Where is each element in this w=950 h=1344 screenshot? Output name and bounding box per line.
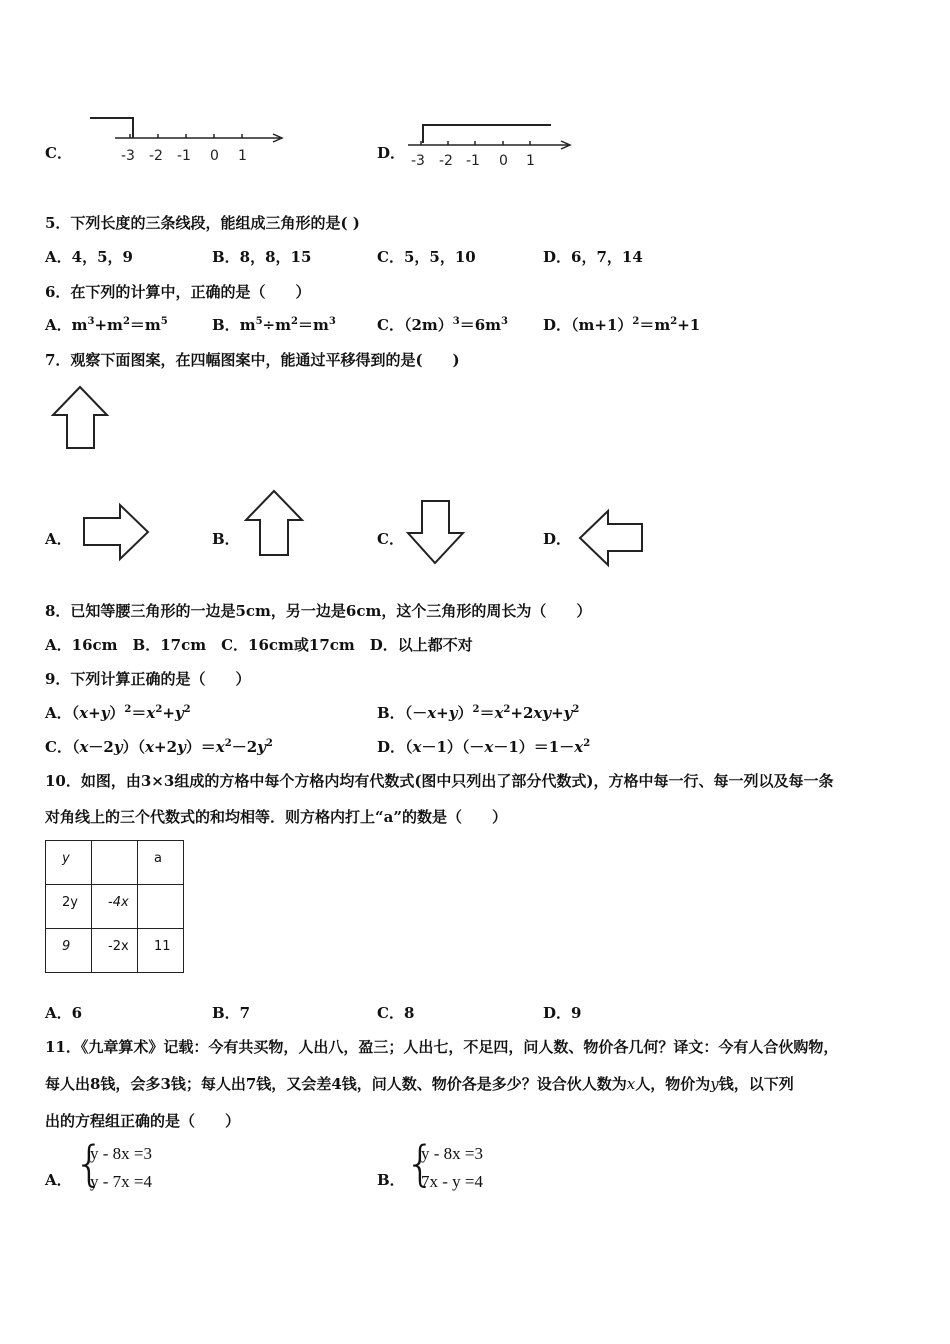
number-line-c [85, 110, 295, 170]
q10-option-c: C．8 [377, 1004, 415, 1022]
grid-cell: y [46, 841, 92, 885]
q11-stem-line1: 11．《九章算术》记载：今有共买物，人出八，盈三；人出七，不足四，问人数、物价各几何？译文：今有人合伙购物， [45, 1038, 839, 1056]
tick-label: -1 [177, 148, 191, 164]
q11-option-b-label: B． [377, 1171, 405, 1189]
brace-icon: { [74, 1136, 105, 1192]
tick-label: -3 [121, 148, 135, 164]
q11-a-eq1: y - 8x =3 [90, 1144, 152, 1163]
up-arrow-option-b [244, 488, 306, 560]
tick-label: -2 [149, 148, 163, 164]
q6-option-a: A．$m^3+m^2=m^5$ [45, 316, 168, 334]
up-arrow-figure [50, 385, 112, 451]
right-arrow-option-a [80, 502, 152, 562]
brace-icon: { [405, 1136, 436, 1192]
q10-option-d: D．9 [543, 1004, 582, 1022]
q7-option-c-label: C． [377, 530, 404, 548]
tick-label: -2 [439, 153, 453, 169]
q7-stem: 7．观察下面图案，在四幅图案中，能通过平移得到的是( ) [45, 351, 460, 369]
number-line-d [403, 115, 583, 175]
q5-option-c: C．5，5，10 [377, 248, 476, 266]
q9-option-d: D．$(x-1)(-x-1)=1-x^2$ [377, 738, 591, 756]
q8-stem: 8．已知等腰三角形的一边是5cm，另一边是6cm，这个三角形的周长为（ ） [45, 602, 592, 620]
q7-option-b-label: B． [212, 530, 240, 548]
q9-option-c: C．$(x-2y)(x+2y)=x^2-2y^2$ [45, 738, 273, 756]
q6-stem: 6．在下列的计算中，正确的是（ ） [45, 283, 311, 301]
q5-option-a: A．4，5，9 [45, 248, 133, 266]
magic-square-grid [45, 840, 184, 973]
tick-label: -3 [411, 153, 425, 169]
q5-option-d: D．6，7，14 [543, 248, 643, 266]
tick-label: 1 [526, 153, 535, 169]
grid-cell: 9 [46, 929, 92, 973]
down-arrow-option-c [405, 498, 467, 568]
q11-b-eq1: y - 8x =3 [421, 1144, 483, 1163]
q10-stem-line2: 对角线上的三个代数式的和均相等．则方格内打上“a”的数是（ ） [45, 808, 507, 826]
grid-cell [138, 885, 184, 929]
tick-label: 0 [210, 148, 219, 164]
q11-stem-line2: 每人出8钱，会多3钱；每人出7钱，又会差4钱，问人数、物价各是多少？设合伙人数为x人，物价为y钱，以下列 [45, 1075, 794, 1093]
q11-a-eq2: y - 7x =4 [90, 1172, 152, 1191]
grid-cell: -2x [92, 929, 138, 973]
grid-cell [92, 841, 138, 885]
q6-option-c: C．$(2m)^3=6m^3$ [377, 316, 509, 334]
q7-option-d-label: D． [543, 530, 572, 548]
q4-option-c-label: C． [45, 144, 72, 162]
q4-option-d-label: D． [377, 144, 406, 162]
grid-cell: 11 [138, 929, 184, 973]
q5-stem: 5．下列长度的三条线段，能组成三角形的是( ) [45, 214, 360, 232]
q6-option-d: D．$(m+1)^2=m^2+1$ [543, 316, 701, 334]
q9-option-a: A．$(x+y)^2=x^2+y^2$ [45, 704, 191, 722]
grid-cell: 2y [46, 885, 92, 929]
q11-option-a-label: A． [45, 1171, 72, 1189]
q11-stem-line3: 出的方程组正确的是（ ） [45, 1112, 241, 1130]
q10-option-a: A．6 [45, 1004, 83, 1022]
q10-stem-line1: 10．如图，由3×3组成的方格中每个方格内均有代数式(图中只列出了部分代数式)，方格中每一行、每一列以及每一条 [45, 772, 834, 790]
q5-option-b: B．8，8，15 [212, 248, 312, 266]
q9-stem: 9．下列计算正确的是（ ） [45, 670, 251, 688]
grid-cell: a [138, 841, 184, 885]
q7-option-a-label: A． [45, 530, 72, 548]
q6-option-b: B．$m^5\div m^2=m^3$ [212, 316, 336, 334]
tick-label: 1 [238, 148, 247, 164]
left-arrow-option-d [576, 508, 648, 568]
grid-cell: -4x [92, 885, 138, 929]
tick-label: 0 [499, 153, 508, 169]
q10-option-b: B．7 [212, 1004, 251, 1022]
q8-options: A．16cm B．17cm C．16cm或17cm D．以上都不对 [45, 636, 473, 654]
q9-option-b: B．$(-x+y)^2=x^2+2xy+y^2$ [377, 704, 580, 722]
q11-b-eq2: 7x - y =4 [421, 1172, 483, 1191]
tick-label: -1 [466, 153, 480, 169]
